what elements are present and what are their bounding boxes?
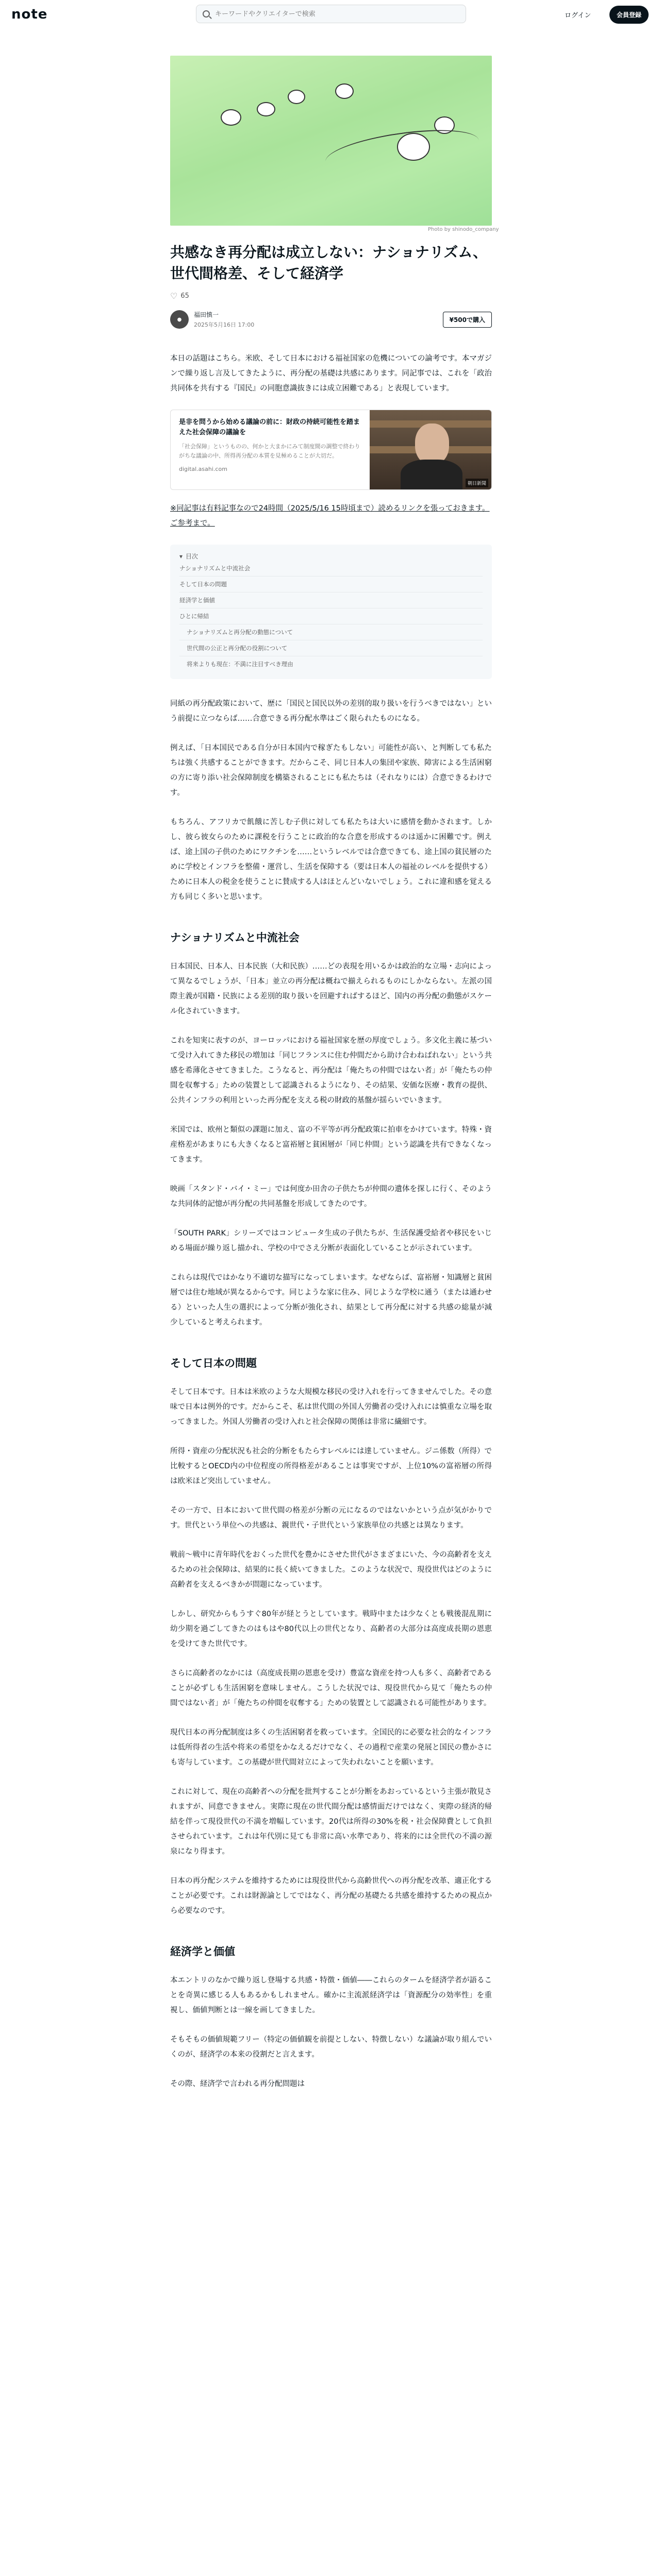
embed-card[interactable] <box>170 410 492 490</box>
photo-credit: Photo by shinodo_company <box>428 227 499 232</box>
body-paragraph: 現代日本の再分配制度は多くの生活困窮者を救っています。全国民的に必要な社会的なインフラは低所得者の生活や将来の希望をかなえるだけでなく、その過程で産業の発展と国民の豊かさにも寄与しています。この基礎が世代間対立によって失われないことを願います。 <box>170 1728 492 1767</box>
article-title: 共感なき再分配は成立しない：ナショナリズム、世代間格差、そして経済学 <box>170 244 488 282</box>
search-box[interactable] <box>196 5 466 23</box>
body-paragraph: 戦前〜戦中に青年時代をおくった世代を豊かにさせた世代がさまざまにいた、今の高齢者を支えるための社会保障は、結果的に長く続いてきました。このような状況で、現役世代はどのように高齢者を支えるべきかが問題になっています。 <box>170 1551 492 1589</box>
search-input[interactable] <box>215 10 442 18</box>
purchase-button[interactable]: ¥500で購入 <box>443 312 492 328</box>
body-paragraph: 日本の再分配システムを維持するためには現役世代から高齢世代への再分配を改革、適正化することが必要です。これは財源論としてではなく、再分配の基礎たる共感を維持するための視点から必要なのです。 <box>170 1877 492 1916</box>
body-paragraph: 所得・資産の分配状況も社会的分断をもたらすレベルには達していません。ジニ係数（所得）で比較するとOECD内の中位程度の所得格差があることは事実ですが、上位10%の富裕層の所得は欧米ほど突出していません。 <box>170 1447 492 1486</box>
search-icon <box>203 10 210 18</box>
post-date: 2025年5月16日 17:00 <box>194 321 255 329</box>
body-paragraph: 「SOUTH PARK」シリーズではコンピュータ生成の子供たちが、生活保護受給者や移民をいじめる場面が繰り返し描かれ、学校の中でさえ分断が表面化していることが示されています。 <box>170 1229 492 1253</box>
toc-header[interactable] <box>179 552 483 561</box>
body-paragraph: これに対して、現在の高齢者への分配を批判することが分断をあおっているという主張が散見されますが、同意できません。実際に現在の世代間分配は感情面だけではなく、実際の経済的帰結を伴って現役世代の不満を増幅しています。20代は所得の30%を税・社会保障費として負担させられています。これは年代別に見ても非常に高い水準であり、将来的には全世代の不満の源泉になり得ます。 <box>170 1788 492 1856</box>
article-body <box>170 242 492 2092</box>
body-paragraph: 米国では、欧州と類似の課題に加え、富の不平等が再分配政策に拍車をかけています。特殊・資産格差があまりにも大きくなると富裕層と貧困層が「同じ仲間」という認識を共有できなくなってきます。 <box>170 1126 492 1164</box>
body-paragraph: もちろん、アフリカで飢餓に苦しむ子供に対しても私たちは大いに感情を動かされます。しかし、彼ら彼女らのために課税を行うことに政治的な合意を形成するのは遥かに困難です。例えば、途上国の子供のためにワクチンを……というレベルでは合意できても、途上国の貧民層のために学校とインフラを整備・運営し、生活を保障する（要は日本人の福祉のレベルを提供する）ために日本人の税金を使うことに賛成する人はほとんどいないでしょう。これに違和感を覚える方も同じく多いと思います。 <box>170 818 492 902</box>
sheep-illustration <box>288 90 305 104</box>
portrait-body <box>401 460 462 490</box>
author-row <box>170 310 492 329</box>
site-header <box>0 0 662 29</box>
toc-item[interactable]: ひとに帰結 <box>179 608 483 624</box>
embed-text <box>171 410 370 489</box>
like-count: 65 <box>180 292 189 300</box>
portrait-face <box>415 423 449 465</box>
body-paragraph: 日本国民、日本人、日本民族（大和民族）……どの表現を用いるかは政治的な立場・志向によって異なるでしょうが、「日本」並立の再分配は概ねで揃えられるものにしかならない。左派の国際主義が国籍・民族による差別的取り扱いを回避すればするほど、国内の再分配の動態がスケール化されていきます。 <box>170 962 492 1016</box>
body-paragraph: これらは現代ではかなり不適切な描写になってしまいます。なぜならば、富裕層・知識層と貧困層では住む地域が異なるからです。同じような家に住み、同じような学校に通う（または通わせる）といった人生の選択によって分断が強化され、結果として再分配に対する共感の総量が減少していると考えられます。 <box>170 1274 492 1327</box>
chevron-down-icon[interactable]: ▾ <box>179 552 183 560</box>
sheep-illustration <box>335 83 354 99</box>
body-paragraph: その際、経済学で言われる再分配問題は <box>170 2080 305 2089</box>
toc-item[interactable]: ナショナリズムと再分配の動態について <box>179 624 483 640</box>
body-paragraph: そして日本です。日本は米欧のような大規模な移民の受け入れを行ってきませんでした。その意味で日本は例外的です。だからこそ、私は世代間の外国人労働者の受け入れには慎重な立場を取ってきました。外国人労働者の受け入れと社会保障の関係は非常に繊細です。 <box>170 1388 492 1427</box>
body-paragraph: これを知実に表すのが、ヨーロッパにおける福祉国家を歴の厚度でしょう。多文化主義に基づいて受け入れてきた移民の増加は「同じフランスに住む仲間だから助け合わねばれない」という共感を希薄化させてきました。こうなると、再分配は「俺たちの仲間ではない者」が「俺たちの仲間を収奪する」ための装置として認識されるようになり、その結果、安価な医療・教育の提供、公共インフラの利用といった再分配を支える税の財政的基盤が揺らいでいきます。 <box>170 1037 492 1105</box>
body-paragraph: その一方で、日本において世代間の格差が分断の元になるのではないかという点が気がかりです。世代という単位への共感は、親世代・子世代という家族単位の共感とは異なります。 <box>170 1506 492 1530</box>
body-paragraph: 例えば、「日本国民である自分が日本国内で稼ぎたもしない」可能性が高い、と判断しても私たちは強く共感することができます。だからこそ、同じ日本人の集団や家族、障害による生活困窮の方に寄り添い社会保障制度を構築されることにも私たちは（それなりには）合意できるわけです。 <box>170 744 492 798</box>
body-paragraph: そもそもの価値規範フリー（特定の価値観を前提としない、特徴しない）な議論が取り組んでいくのが、経済学の本来の役割だと言えます。 <box>170 2036 492 2059</box>
login-button[interactable]: ログイン <box>565 12 591 20</box>
avatar[interactable]: ● <box>170 310 189 329</box>
body-paragraph: 映画「スタンド・バイ・ミー」では何度か田舎の子供たちが仲間の遺体を探しに行く、そのような共同体的記憶が再分配の共同基盤を形成してきたのです。 <box>170 1185 492 1209</box>
section-heading: そして日本の問題 <box>170 1357 257 1370</box>
embed-title: 是非を問うから始める議論の前に：財政の持続可能性を踏まえた社会保障の議論を <box>179 418 360 437</box>
sheep-illustration <box>221 109 241 126</box>
toc-item[interactable]: ナショナリズムと中流社会 <box>179 561 483 577</box>
body-paragraph: さらに高齢者のなかには（高度成長期の恩恵を受け）豊富な資産を持つ人も多く、高齢者であることが必ずしも生活困窮を意味しません。こうした状況では、現役世代から見て「俺たちの仲間ではない者」が「俺たちの仲間を収奪する」ための装置として認識される可能性があります。 <box>170 1669 492 1708</box>
toc-item[interactable]: 経済学と価値 <box>179 592 483 608</box>
toc-item[interactable]: 世代間の公正と再分配の役割について <box>179 640 483 656</box>
hero-image <box>170 56 492 226</box>
toc-item[interactable]: そして日本の問題 <box>179 577 483 592</box>
note-logo[interactable]: note <box>11 7 48 22</box>
embed-desc: 「社会保障」というものの、何かと大まかにみて制度間の調整で終わりがちな議論の中、所得再分配の本質を見極めることが大切だ。 <box>179 443 360 460</box>
free-link-note[interactable]: ※同記事は有料記事なので24時間（2025/5/16 15時頃まで）読めるリンクを張っておきます。ご参考まで。 <box>170 504 490 528</box>
embed-thumbnail <box>370 410 491 489</box>
body-paragraph: 本エントリのなかで繰り返し登場する共感・特徴・価値――これらのタームを経済学者が語ることを奇異に感じる人もあるかもしれません。確かに主流派経済学は「資源配分の効率性」を重視し、価値判断とは一線を画してきました。 <box>170 1976 492 2015</box>
section-heading: ナショナリズムと中流社会 <box>170 931 300 944</box>
toc-title: 目次 <box>186 553 198 561</box>
fence-line <box>323 122 482 179</box>
sheep-illustration <box>257 102 275 116</box>
register-button[interactable]: 会員登録 <box>609 6 649 24</box>
embed-domain: digital.asahi.com <box>179 465 227 472</box>
author-name[interactable]: 福田慎一 <box>194 311 219 319</box>
like-summary[interactable] <box>170 291 492 301</box>
intro-paragraph: 本日の話題はこちら。米欧、そして日本における福祉国家の危機についての論考です。本マガジンで繰り返し言及してきたように、再分配の基礎は共感にあります。同記事では、これを「政治共同体を共有する『国民』の同胞意識抜きには成立困難である」と表現しています。 <box>170 354 492 393</box>
body-paragraph: 同紙の再分配政策において、歴に「国民と国民以外の差別的取り扱いを行うべきではない」という前提に立つならば……合意できる再分配水準はごく限られたものになる。 <box>170 700 492 723</box>
heart-icon[interactable]: ♡ <box>170 291 178 301</box>
table-of-contents <box>170 545 492 679</box>
body-paragraph: しかし、研究からもうすぐ80年が経とうとしています。戦時中または少なくとも戦後混乱期に幼少期を過ごしてきたのはもはや80代以上の世代となり、高齢者の大部分は高度成長期の恩恵を受けてきた世代です。 <box>170 1610 492 1649</box>
embed-caption: 朝日新聞 <box>466 479 488 487</box>
toc-item[interactable]: 将来よりも現在：不満に注目すべき理由 <box>187 660 293 668</box>
author-info <box>194 310 254 329</box>
section-heading: 経済学と価値 <box>170 1945 235 1958</box>
